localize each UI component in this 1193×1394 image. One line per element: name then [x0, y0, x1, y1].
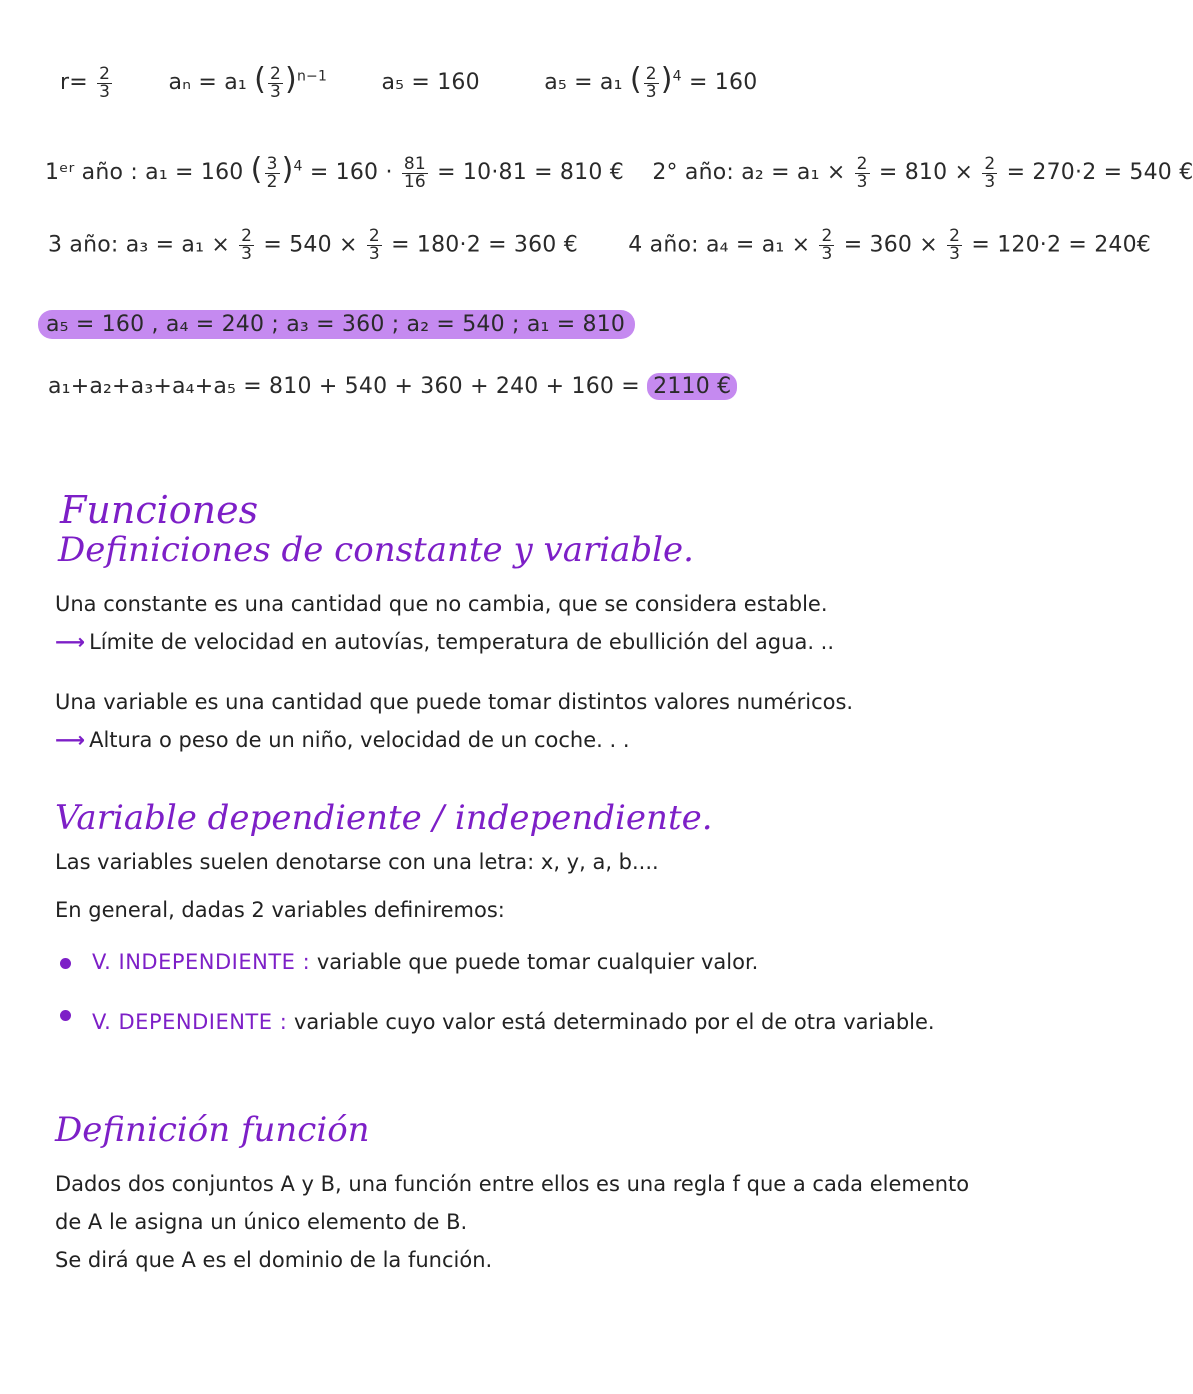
bullet-independiente: V. INDEPENDIENTE : variable que puede tomar cualquier valor. [92, 950, 759, 974]
sum-line: a₁+a₂+a₃+a₄+a₅ = 810 + 540 + 360 + 240 + 160 = 2110 € [48, 374, 737, 399]
arrow-icon: ⟶ [55, 728, 86, 752]
bullet-dependiente: V. DEPENDIENTE : variable cuyo valor está determinado por el de otra variable. [92, 1010, 935, 1034]
ratio-label: r= [60, 70, 88, 95]
funcion-definition-line-2: de A le asigna un único elemento de B. [55, 1210, 468, 1234]
section-heading-funciones: Funciones [60, 488, 259, 532]
year3-label: 3 año: [48, 232, 119, 258]
terms-highlight: a₅ = 160 , a₄ = 240 ; a₃ = 360 ; a₂ = 540 ; a₁ = 810 [38, 310, 635, 339]
variables-intro: En general, dadas 2 variables definiremos: [55, 898, 505, 922]
a5-formula: a₅ = a₁ [544, 70, 623, 95]
variable-definition: Una variable es una cantidad que puede tomar distintos valores numéricos. [55, 690, 854, 714]
year2-label: 2° año: [652, 160, 734, 185]
formula-line-3: 3 año: a₃ = a₁ × $\frac{2}{3}$ = 540 × $\frac{2}{3}$ = 180·2 = 360 € 4 año: a₄ = a₁ × $\frac{2}{3}$ = 360 × $\frac{2}{3}$ = 120·2 = 240€ [48, 226, 1151, 264]
general-term: aₙ = a₁ [168, 70, 247, 95]
section-heading-definicion-funcion: Definición función [55, 1110, 370, 1150]
bullet-dot-icon [60, 958, 71, 969]
a5-value: a₅ = 160 [381, 70, 480, 95]
variables-notation: Las variables suelen denotarse con una letra: x, y, a, b.... [55, 850, 659, 874]
formula-line-2: 1ᵉʳ año : a₁ = 160 ( $\frac{3}{2}$ )$^4$ = 160 · $\frac{81}{16}$ = 10·81 = 810 € 2° año: a₂ = a₁ × $\frac{2}{3}$ = 810 × $\frac{2}{3}$ = 270·2 = 540 € [45, 152, 1193, 192]
funcion-definition-line-1: Dados dos conjuntos A y B, una función entre ellos es una regla f que a cada elemento [55, 1172, 970, 1196]
year1-label: 1ᵉʳ año : [45, 160, 138, 185]
section-heading-variable-dependiente: Variable dependiente / independiente. [55, 798, 713, 838]
formula-line-1: r= $\frac{2}{3}$ aₙ = a₁ ( $\frac{2}{3}$ )$^{n-1}$ a₅ = 160 a₅ = a₁ ( $\frac{2}{3}$ )$^4$ = 160 [60, 62, 758, 102]
bullet-dot-icon [60, 1010, 71, 1021]
variable-example: ⟶ Altura o peso de un niño, velocidad de un coche. . . [55, 728, 630, 752]
year4-label: 4 año: [628, 232, 699, 258]
arrow-icon: ⟶ [55, 630, 86, 654]
constante-example: ⟶ Límite de velocidad en autovías, temperatura de ebullición del agua. .. [55, 630, 835, 654]
ratio-fraction: $\frac{2}{3}$ [99, 63, 111, 102]
funcion-definition-line-3: Se dirá que A es el dominio de la función. [55, 1248, 493, 1272]
section-heading-definiciones: Definiciones de constante y variable. [58, 530, 694, 570]
constante-definition: Una constante es una cantidad que no cambia, que se considera estable. [55, 592, 828, 616]
terms-summary-line [38, 312, 635, 337]
sum-result: 2110 € [647, 373, 737, 400]
